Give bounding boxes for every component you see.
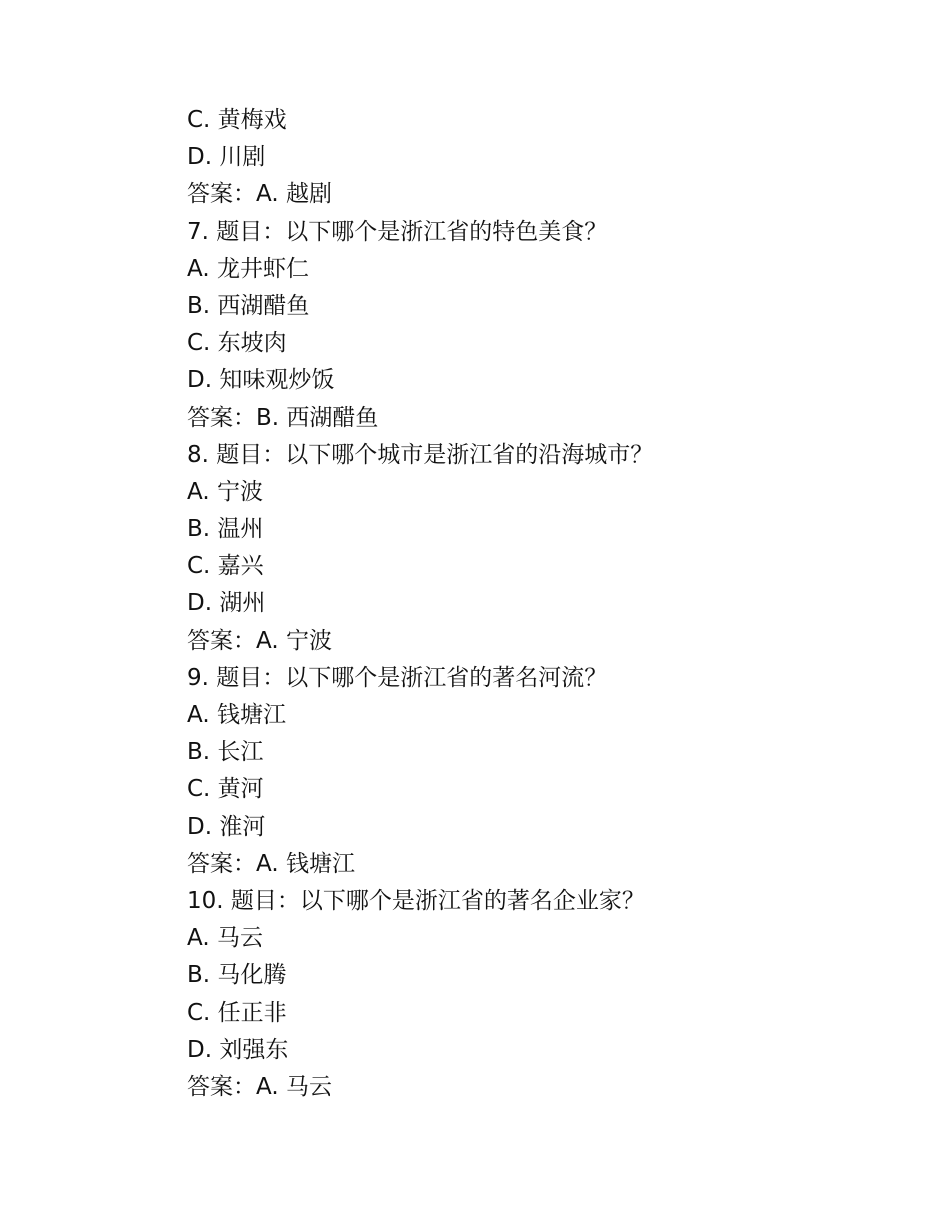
question-10: 10. 题目：以下哪个是浙江省的著名企业家？	[187, 887, 645, 914]
answer-q6: 答案：A. 越剧	[187, 181, 332, 208]
option-a-q7: A. 龙井虾仁	[187, 255, 309, 282]
option-c-q8: C. 嘉兴	[187, 553, 264, 580]
option-b-q8: B. 温州	[187, 516, 264, 543]
option-d-q8: D. 湖州	[187, 590, 266, 617]
option-c-q10: C. 任正非	[187, 999, 287, 1026]
option-d-q6: D. 川剧	[187, 144, 266, 171]
answer-q7: 答案：B. 西湖醋鱼	[187, 404, 379, 431]
question-8: 8. 题目：以下哪个城市是浙江省的沿海城市？	[187, 441, 654, 468]
option-a-q10: A. 马云	[187, 925, 263, 952]
option-a-q8: A. 宁波	[187, 478, 263, 505]
option-d-q7: D. 知味观炒饭	[187, 367, 335, 394]
question-9: 9. 题目：以下哪个是浙江省的著名河流？	[187, 664, 608, 691]
quiz-content	[187, 102, 887, 1106]
question-7: 7. 题目：以下哪个是浙江省的特色美食？	[187, 218, 608, 245]
option-b-q10: B. 马化腾	[187, 962, 287, 989]
option-b-q9: B. 长江	[187, 739, 264, 766]
answer-q9: 答案：A. 钱塘江	[187, 850, 355, 877]
option-c-q6: C. 黄梅戏	[187, 107, 287, 133]
option-d-q9: D. 淮河	[187, 813, 266, 840]
option-a-q9: A. 钱塘江	[187, 702, 286, 728]
option-c-q9: C. 黄河	[187, 776, 264, 803]
answer-q8: 答案：A. 宁波	[187, 627, 332, 654]
option-b-q7: B. 西湖醋鱼	[187, 292, 310, 319]
option-c-q7: C. 东坡肉	[187, 330, 287, 357]
option-d-q10: D. 刘强东	[187, 1036, 289, 1063]
answer-q10: 答案：A. 马云	[187, 1073, 332, 1100]
